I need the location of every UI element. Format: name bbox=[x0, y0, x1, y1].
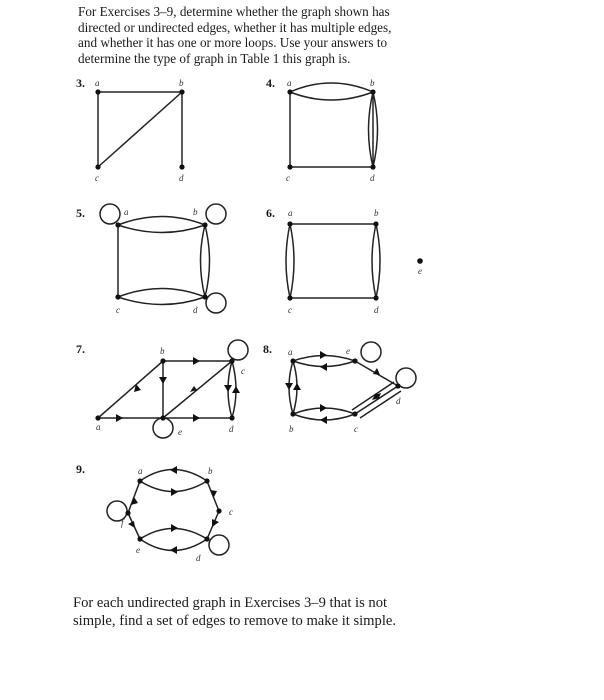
vertex-label-e: e bbox=[418, 266, 422, 276]
graph-ex4 bbox=[287, 83, 377, 170]
exercise-number: 4. bbox=[266, 76, 275, 90]
arrow bbox=[293, 383, 301, 390]
loop-d bbox=[209, 535, 229, 555]
exercise-number: 3. bbox=[76, 76, 85, 90]
vertex-label-b: b bbox=[370, 78, 375, 88]
instruction-line: and whether it has one or more loops. Use your answers to bbox=[78, 35, 388, 50]
vertex-label-a: a bbox=[287, 78, 292, 88]
exercise-number: 8. bbox=[263, 342, 272, 356]
vertex-label-b: b bbox=[160, 346, 165, 356]
vertex-c bbox=[352, 411, 357, 416]
graph-ex8 bbox=[285, 342, 416, 424]
vertex-label-e: e bbox=[178, 427, 182, 437]
arrow bbox=[285, 383, 293, 390]
vertex-label-a: a bbox=[96, 422, 101, 432]
follow-up-question bbox=[73, 594, 533, 630]
vertex-b bbox=[179, 89, 184, 94]
vertex-a bbox=[290, 358, 295, 363]
vertex-label-b: b bbox=[208, 466, 213, 476]
exercise-number: 9. bbox=[76, 462, 85, 476]
vertex-label-d: d bbox=[179, 173, 184, 183]
loop-f bbox=[107, 501, 127, 521]
loop-c bbox=[228, 340, 248, 360]
edge-cd-1 bbox=[118, 289, 205, 298]
edge-cd-3 bbox=[352, 382, 394, 410]
graph-ex3 bbox=[95, 89, 184, 169]
instruction-line: directed or undirected edges, whether it has multiple edges, bbox=[78, 19, 392, 35]
vertex-b bbox=[370, 89, 375, 94]
exercise-number: 5. bbox=[76, 206, 85, 220]
edge-ec bbox=[163, 361, 232, 418]
vertex-a bbox=[287, 221, 292, 226]
edge-cd-2 bbox=[360, 391, 401, 418]
edge-cd-1 bbox=[355, 386, 398, 414]
vertex-b bbox=[160, 358, 165, 363]
edge-cd-2 bbox=[118, 297, 205, 305]
vertex-b bbox=[202, 222, 207, 227]
edge-bd-1 bbox=[372, 224, 376, 298]
vertex-c bbox=[229, 358, 234, 363]
vertex-c bbox=[115, 294, 120, 299]
vertex-e bbox=[352, 358, 357, 363]
vertex-e bbox=[137, 536, 142, 541]
vertex-label-f: f bbox=[121, 518, 124, 528]
vertex-label-c: c bbox=[354, 424, 358, 434]
loop-a bbox=[100, 204, 120, 224]
question-line: For each undirected graph in Exercises 3–9 that is not bbox=[73, 595, 388, 611]
vertex-c bbox=[95, 164, 100, 169]
vertex-label-a: a bbox=[288, 347, 293, 357]
vertex-b bbox=[204, 478, 209, 483]
vertex-d bbox=[179, 164, 184, 169]
arrow bbox=[320, 404, 327, 412]
edge-ac-1 bbox=[286, 224, 290, 298]
vertex-c bbox=[216, 508, 221, 513]
vertex-label-d: d bbox=[229, 424, 234, 434]
exercise-number: 6. bbox=[266, 206, 275, 220]
arrow bbox=[159, 377, 167, 384]
vertex-d bbox=[370, 164, 375, 169]
graph-ex6 bbox=[286, 221, 423, 300]
vertex-label-b: b bbox=[193, 207, 198, 217]
vertex-label-c: c bbox=[288, 305, 292, 315]
vertex-label-a: a bbox=[138, 466, 143, 476]
vertex-d bbox=[373, 295, 378, 300]
vertex-a bbox=[95, 415, 100, 420]
vertex-label-b: b bbox=[289, 424, 294, 434]
arrow bbox=[320, 416, 327, 424]
vertex-f bbox=[125, 510, 130, 515]
edge-bc bbox=[98, 92, 182, 167]
edge-ab-1 bbox=[118, 217, 205, 226]
vertex-d bbox=[229, 415, 234, 420]
vertex-c bbox=[287, 295, 292, 300]
vertex-label-c: c bbox=[95, 173, 99, 183]
vertex-label-e: e bbox=[136, 545, 140, 555]
vertex-label-d: d bbox=[396, 396, 401, 406]
vertex-a bbox=[95, 89, 100, 94]
vertex-label-b: b bbox=[374, 208, 379, 218]
vertex-label-b: b bbox=[179, 78, 184, 88]
vertex-label-c: c bbox=[116, 305, 120, 315]
vertex-a bbox=[287, 89, 292, 94]
edge-ac-2 bbox=[290, 224, 294, 298]
vertex-label-c: c bbox=[229, 507, 233, 517]
graph-ex7 bbox=[95, 340, 248, 438]
vertex-label-c: c bbox=[286, 173, 290, 183]
vertex-a bbox=[137, 478, 142, 483]
arrow bbox=[171, 524, 178, 532]
vertex-label-d: d bbox=[196, 553, 201, 563]
loop-b bbox=[206, 204, 226, 224]
edge-bd-2 bbox=[376, 224, 380, 298]
arrow bbox=[232, 386, 240, 393]
edge-ab-2 bbox=[118, 225, 205, 233]
vertex-label-a: a bbox=[124, 207, 129, 217]
graph-ex5 bbox=[100, 204, 226, 313]
exercise-number: 7. bbox=[76, 342, 85, 356]
arrow bbox=[170, 546, 177, 554]
vertex-d bbox=[395, 383, 400, 388]
vertex-e bbox=[160, 415, 165, 420]
arrow bbox=[193, 414, 200, 422]
vertex-a bbox=[115, 222, 120, 227]
edge-bd-2 bbox=[205, 225, 210, 297]
vertex-label-a: a bbox=[288, 208, 293, 218]
vertex-e bbox=[417, 258, 423, 264]
vertex-label-e: e bbox=[346, 346, 350, 356]
arrow bbox=[116, 414, 123, 422]
edge-bd-1 bbox=[201, 225, 206, 297]
arrow bbox=[171, 488, 178, 496]
instruction-line: determine the type of graph in Table 1 this graph is. bbox=[78, 50, 351, 66]
instruction-line: For Exercises 3–9, determine whether the graph shown has bbox=[78, 4, 390, 19]
loop-d bbox=[206, 293, 226, 313]
graph-ex9 bbox=[107, 466, 229, 555]
vertex-label-a: a bbox=[95, 78, 100, 88]
edge-bc bbox=[207, 481, 219, 511]
vertex-label-d: d bbox=[370, 173, 375, 183]
arrow bbox=[170, 466, 177, 474]
edge-ab bbox=[98, 361, 163, 418]
vertex-d bbox=[202, 294, 207, 299]
loop-e bbox=[153, 418, 173, 438]
arrow bbox=[320, 363, 327, 371]
loop-e bbox=[361, 342, 381, 362]
vertex-label-d: d bbox=[374, 305, 379, 315]
vertex-b bbox=[290, 411, 295, 416]
edge-ab-2 bbox=[290, 92, 373, 100]
arrow bbox=[224, 385, 232, 392]
vertex-c bbox=[287, 164, 292, 169]
arrow bbox=[320, 351, 327, 359]
vertex-label-d: d bbox=[193, 305, 198, 315]
vertex-label-c: c bbox=[241, 366, 245, 376]
vertex-b bbox=[373, 221, 378, 226]
arrow bbox=[193, 357, 200, 365]
arrow bbox=[210, 490, 217, 497]
edge-ab-1 bbox=[290, 83, 373, 92]
vertex-d bbox=[204, 536, 209, 541]
question-line: simple, find a set of edges to remove to make it simple. bbox=[73, 613, 397, 629]
